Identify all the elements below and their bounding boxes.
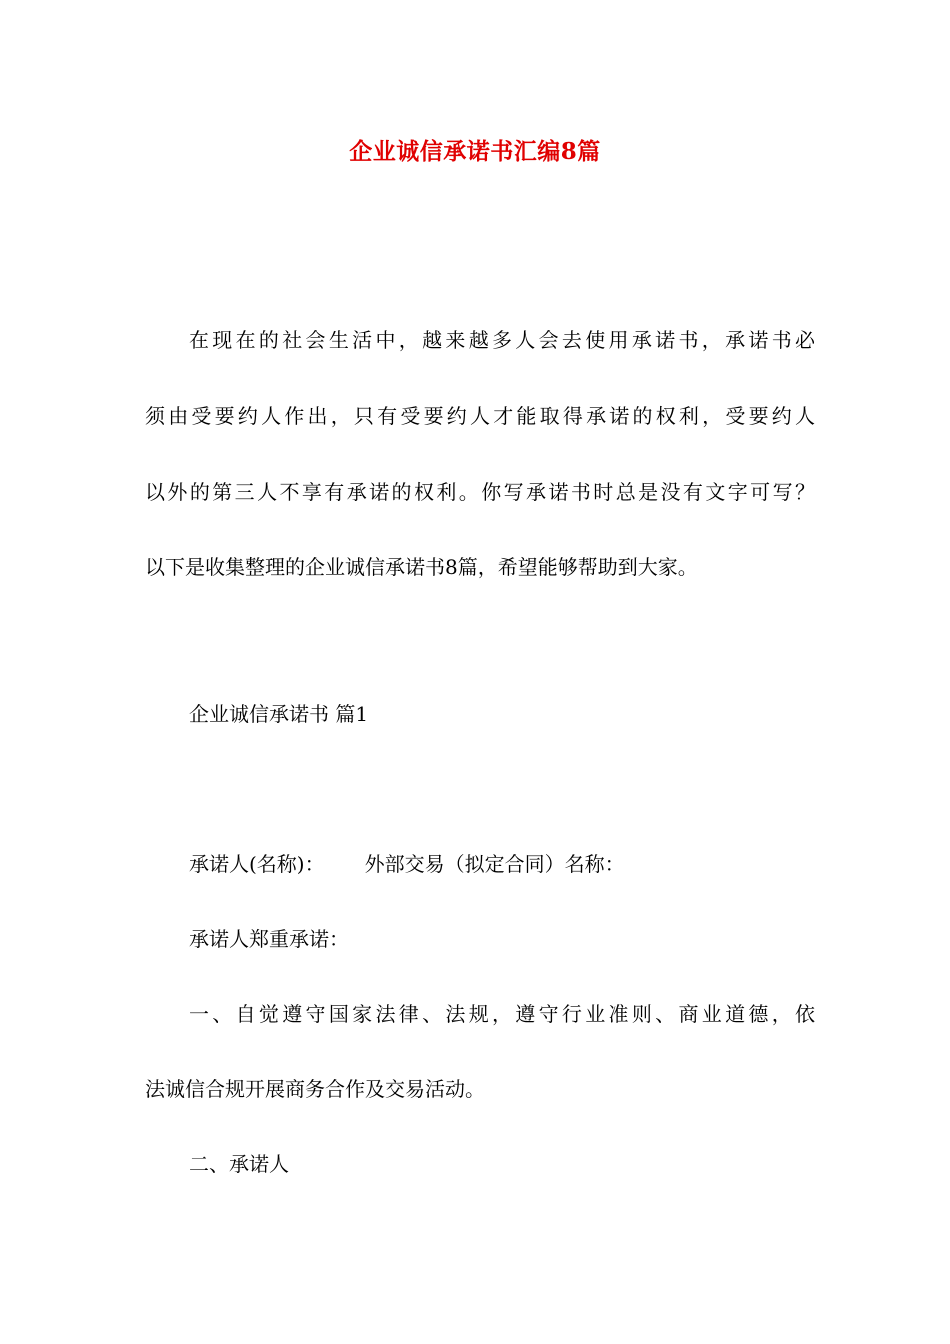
intro-line-3: 以外的第三人不享有承诺的权利。你写承诺书时总是没有文字可写？ xyxy=(145,480,815,504)
intro-line-1: 在现在的社会生活中，越来越多人会去使用承诺书，承诺书必 xyxy=(189,328,815,352)
promisor-label: 承诺人(名称)： xyxy=(189,852,325,876)
intro-line-4: 以下是收集整理的企业诚信承诺书8篇，希望能够帮助到大家。 xyxy=(145,555,698,579)
section-heading: 企业诚信承诺书 篇1 xyxy=(189,702,369,726)
item2-line-1: 二、承诺人 xyxy=(189,1152,289,1176)
solemn-promise-line: 承诺人郑重承诺： xyxy=(189,927,349,951)
contract-label: 外部交易（拟定合同）名称： xyxy=(364,852,625,876)
promisor-info-line xyxy=(189,846,815,882)
intro-line-2: 须由受要约人作出，只有受要约人才能取得承诺的权利，受要约人 xyxy=(145,404,815,428)
document-title: 企业诚信承诺书汇编8篇 xyxy=(349,138,601,165)
item1-line-1: 一、自觉遵守国家法律、法规，遵守行业准则、商业道德，依 xyxy=(189,1002,815,1026)
item1-line-2: 法诚信合规开展商务合作及交易活动。 xyxy=(145,1077,485,1101)
